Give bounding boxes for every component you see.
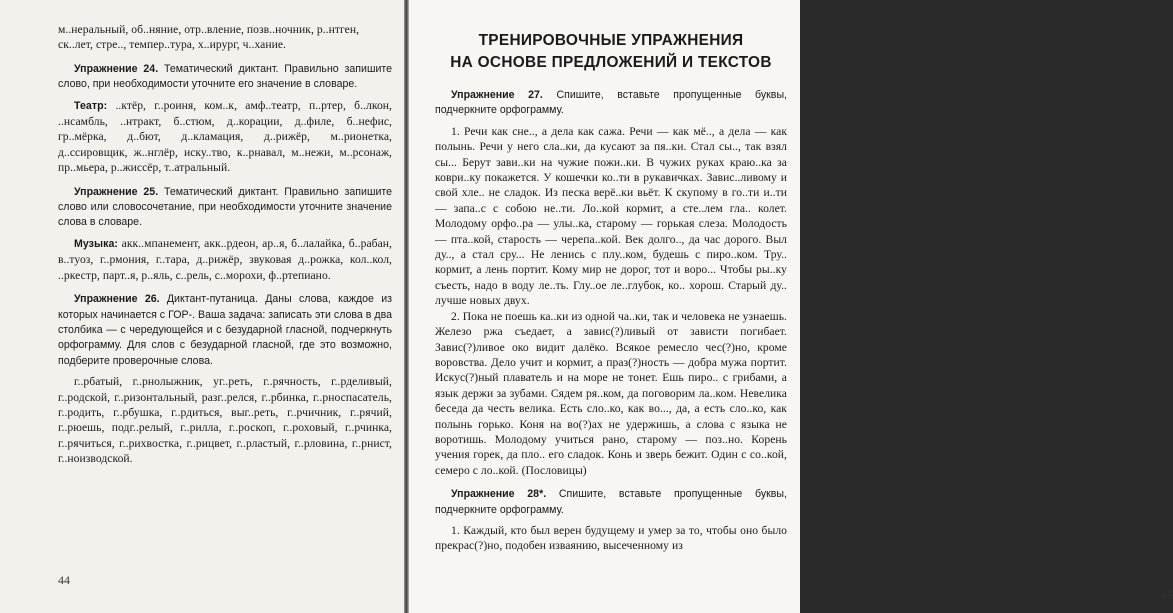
exercise-25-words: акк..мпанемент, акк..рдеон, ар..я, б..лалайка, б..рабан, в..туоз, г..рмония, г..тара, д..рижёр, звуковая д..рожка, кол..кол, ..ркестр, парт..я, р..яль, с..рель, с..морохи, ф..ртепиано. (58, 236, 392, 282)
exercise-27-label: Упражнение 27. (451, 89, 543, 101)
exercise-25-task (58, 185, 392, 231)
exercise-24-text: Тематический диктант. Правильно запишите слово, при необходимости уточните его значение в словаре. (58, 62, 392, 91)
exercise-24-task (58, 62, 392, 93)
exercise-28-paragraph-1: 1. Каждый, кто был верен будущему и умер за то, чтобы оно было прекрас(?)но, подобен изваянию, высеченному из (435, 523, 787, 553)
right-page (409, 0, 1173, 613)
top-line-2: ск..лет, стре.., темпер..тура, х..ирург, ч..хание. (58, 38, 286, 52)
exercise-27-task (435, 88, 787, 119)
exercise-25-label: Упражнение 25. (74, 185, 159, 198)
left-page-content (58, 22, 392, 467)
top-line-1: м..неральный, об..няние, отр..вление, позв..ночник, р..нтген, (58, 23, 360, 36)
page-number-right: 45 (1161, 588, 1173, 602)
exercise-25-text: Тематический диктант. Правильно запишите слово или словосочетание, при необходимости уточните значение слова в словаре. (58, 185, 392, 229)
exercise-24-body (58, 98, 392, 176)
exercise-27-paragraph-1: 1. Речи как сне.., а дела как сажа. Речи — как мё.., а дела — как полынь. Речи у него сла..ки, да кусают за пя..ки. Стал сы.., так взял сы... Берут зави..ки на чужие пожи..ки. В чужих руках краю..ка за коври..ку покажется. У кошечки ко..ти в рукавичках. Завис..ливому и свой хле.. не сладок. Из песка верё..ки вьёт. К скупому в го..ти и..ти — запа..с с собою не..ти. Ло..кой кормит, а сте..лем гла.. колет. Молодому орфо..ра — улы..ка, старому — горькая слеза. Молодость — пта..кой, старость — черепа..кой. Век долго.., да час дорого. Выл ду.., а стал сру... Не ленись с плу..ком, будешь с пиро..ком. Тру.. кормит, а лень портит. Кому мир не дорог, тот и воро... Чтобы ры..ку съесть, надо в воду ле..ть. Глу..ое ле..глубок, ко.. хорош. Старый ду.. лучше новых двух. (435, 124, 787, 308)
exercise-26-text: Диктант-путаница. Даны слова, каждое из которых начинается с ГОР-. Ваша задача: записать эти слова в два столбика — с чередующейся и с безударной гласной, подчеркнуть орфограмму. Для слов с безударной гласной, где это возможно, подберите проверочные слова. (58, 293, 392, 367)
left-page (0, 0, 404, 613)
section-title (435, 30, 787, 74)
exercise-26-label: Упражнение 26. (74, 293, 160, 306)
right-page-content (435, 30, 787, 554)
exercise-24-term: Театр: (74, 99, 108, 112)
section-title-line-2: НА ОСНОВЕ ПРЕДЛОЖЕНИЙ И ТЕКСТОВ (450, 54, 772, 71)
section-title-line-1: ТРЕНИРОВОЧНЫЕ УПРАЖНЕНИЯ (478, 32, 744, 49)
exercise-27-paragraph-2: 2. Пока не поешь ка..ки из одной ча..ки, так и человека не узнаешь. Железо ржа съедает, а завис(?)ливый от зависти погибает. Завис(?)ливое око видит далёко. Всякое ремесло чес(?)но, кроме воровства. Дело учит и кормит, а праз(?)ность — добра мужа портит. Искус(?)ный плаватель и на море не тонет. Ешь пиро.. с грибами, а язык держи за зубами. Сядем ря..ком, да поговорим ла..ком. Невелика беседа да честь велика. Есть сло..ко, как во..., да, а есть сло..ко, как полынь горько. Коня на во(?)ах не удержишь, а слова с языка не воротишь. Молодому учиться рано, старому — поз..но. Корень учения горек, да пло.. его сладок. Конь и зверь бежит. Один с со..кой, семеро с ло..кой. (Пословицы) (435, 309, 787, 477)
exercise-24-label: Упражнение 24. (74, 62, 159, 75)
exercise-26-body: г..рбатый, г..рнолыжник, уг..реть, г..рячность, г..рделивый, г..родской, г..ризонтальный, разг..релся, г..рбинка, г..рноспасатель, г..родить, г..рбушка, г..рдиться, выг..реть, г..рчичник, г..рячий, г..рюешь, подг..релый, г..рилла, г..роскоп, г..роховый, г..рчинка, г..рячиться, г..рихвостка, г..рицвет, г..рластый, г..рловина, г..рнист, г..ноизводской. (58, 375, 392, 466)
page-number-left: 44 (58, 573, 70, 587)
exercise-24-words: ..ктёр, г..роиня, ком..к, амф..театр, п..ртер, б..лкон, ..нсамбль, ..нтракт, б..стюм, д..корации, д..филе, б..нефис, гр..мёрка, д..бют, д..кламация, д..рижёр, м..рионетка, д..ссировщик, ж..нглёр, иску..тво, к..рнавал, м..нежи, м..рсонаж, пр..мьера, р..жиссёр, т..атральный. (58, 98, 393, 175)
exercise-25-body (58, 236, 392, 283)
exercise-25-term: Музыка: (74, 237, 118, 250)
exercise-28-task (435, 487, 787, 518)
exercise-27-text: Спишите, вставьте пропущенные буквы, подчеркните орфограмму. (435, 89, 787, 117)
exercise-28-text: Спишите, вставьте пропущенные буквы, подчеркните орфограмму. (435, 488, 787, 516)
exercise-28-label: Упражнение 28*. (451, 488, 547, 501)
exercise-26-task (58, 292, 392, 369)
